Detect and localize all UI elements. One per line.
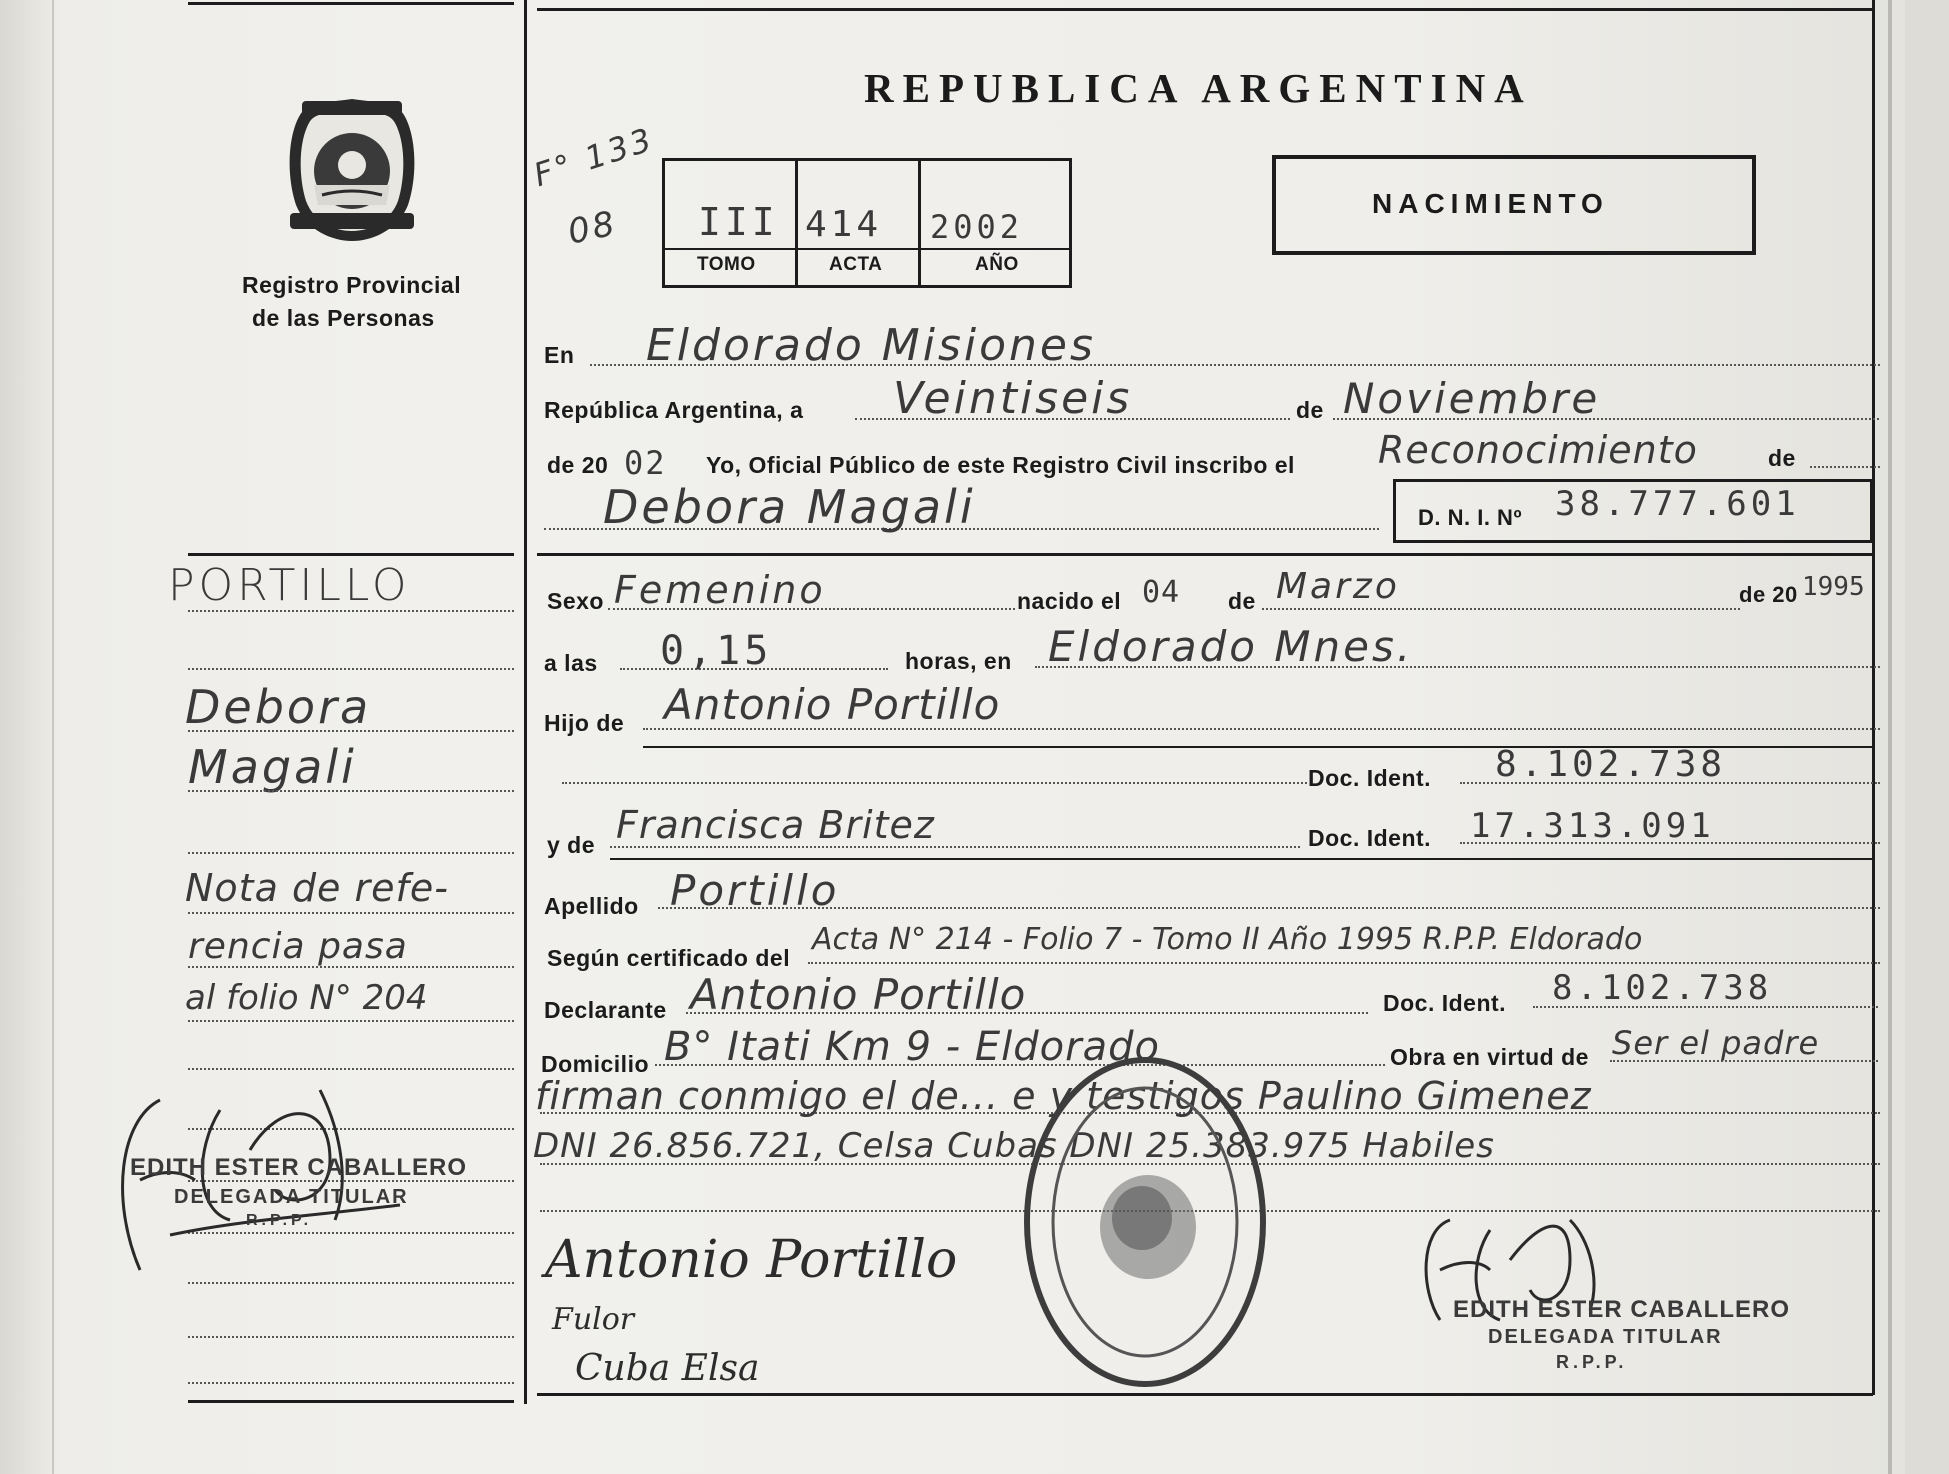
birth-year-label: de 20 — [1739, 582, 1798, 607]
father-signature: Antonio Portillo — [545, 1230, 958, 1290]
obra-value: Ser el padre — [1612, 1024, 1820, 1062]
stamp-title-right: DELEGADA TITULAR — [1488, 1326, 1723, 1348]
margin-line-1 — [188, 610, 514, 612]
witness-signature-1: Fulor — [552, 1302, 635, 1337]
father-doc: 8.102.738 — [1495, 744, 1727, 785]
ano-label: AÑO — [975, 254, 1019, 275]
margin-line-13 — [188, 1282, 514, 1284]
segun-label: Según certificado del — [547, 945, 791, 971]
stamp-name-right: EDITH ESTER CABALLERO — [1453, 1296, 1791, 1323]
margin-line-4 — [188, 790, 514, 792]
person-name: Debora Magali — [603, 480, 976, 534]
margin-name-1: Debora — [185, 680, 372, 734]
declarante-label: Declarante — [544, 997, 667, 1023]
place-value: Eldorado Misiones — [646, 320, 1096, 371]
top-rule-right — [537, 8, 1873, 11]
margin-line-15 — [188, 1382, 514, 1384]
margin-line-7 — [188, 966, 514, 968]
stamp-name-left: EDITH ESTER CABALLERO — [130, 1154, 468, 1181]
margin-line-3 — [188, 730, 514, 732]
margin-line-8 — [188, 1020, 514, 1022]
father-doc-prefix-line — [562, 782, 1307, 784]
obra-label: Obra en virtud de — [1390, 1044, 1589, 1070]
republica-label: República Argentina, a — [544, 397, 804, 423]
tomo-label: TOMO — [697, 254, 756, 275]
bottom-rule-right — [537, 1393, 1873, 1396]
margin-note-1: Nota de refe- — [185, 866, 449, 910]
document-country-title: REPUBLICA ARGENTINA — [864, 65, 1533, 111]
sexo-value: Femenino — [614, 568, 826, 612]
birth-month-line — [1262, 608, 1740, 610]
text-line-2-value: DNI 26.856.721, Celsa Cubas DNI 25.383.975 Habiles — [533, 1126, 1495, 1166]
month-value: Noviembre — [1343, 374, 1601, 423]
margin-line-14 — [188, 1336, 514, 1338]
stamp-org-left: R.P.P. — [246, 1212, 313, 1229]
year-prefix: de 20 — [547, 452, 609, 478]
day-value: Veintiseis — [893, 373, 1133, 424]
apellido-label: Apellido — [544, 893, 639, 919]
dni-label: D. N. I. Nº — [1418, 505, 1522, 530]
horas-label: horas, en — [905, 648, 1012, 674]
domicilio-value: B° Itati Km 9 - Eldorado — [664, 1024, 1160, 1070]
margin-line-6 — [188, 912, 514, 914]
birth-year: 1995 — [1802, 572, 1865, 602]
month-de-label: de — [1296, 397, 1324, 423]
mother-underline — [610, 858, 1873, 860]
registry-name-line1: Registro Provincial — [242, 272, 462, 298]
misiones-seal-icon — [282, 95, 422, 245]
birth-month: Marzo — [1276, 566, 1400, 607]
father-doc-label: Doc. Ident. — [1308, 765, 1432, 791]
mother-name: Francisca Britez — [616, 803, 935, 847]
folio-note: F° 133 — [529, 119, 659, 195]
margin-surname: PORTILLO — [168, 560, 411, 611]
right-border — [1872, 0, 1875, 1395]
margin-header-rule — [188, 553, 514, 556]
dni-value: 38.777.601 — [1555, 484, 1800, 524]
father-name: Antonio Portillo — [664, 680, 1001, 729]
alas-label: a las — [544, 650, 598, 676]
stamp-org-right: R.P.P. — [1556, 1352, 1628, 1372]
domicilio-label: Domicilio — [541, 1051, 650, 1077]
segun-value: Acta N° 214 - Folio 7 - Tomo II Año 1995 R.P.P. Eldorado — [812, 922, 1643, 957]
margin-note-2: rencia pasa — [188, 926, 408, 967]
year-suffix: 02 — [624, 444, 667, 482]
acta-value: 414 — [805, 204, 883, 245]
official-round-stamp-icon — [1020, 1052, 1270, 1392]
mother-label: y de — [547, 832, 596, 858]
ano-value: 2002 — [930, 208, 1024, 246]
declarante-value: Antonio Portillo — [690, 970, 1027, 1019]
margin-mark: 08 — [564, 203, 621, 253]
text-line-1-value: firman conmigo el de... e y testigos Paulino Gimenez — [535, 1074, 1592, 1118]
column-divider — [524, 0, 527, 1404]
margin-note-3: al folio N° 204 — [185, 978, 428, 1018]
en-label: En — [544, 342, 575, 368]
nacido-label: nacido el — [1017, 588, 1122, 614]
inscribo-value: Reconocimiento — [1378, 428, 1698, 472]
page-left-edge — [52, 0, 54, 1474]
page-right-edge — [1888, 0, 1892, 1474]
registry-name-line2: de las Personas — [252, 305, 435, 331]
acta-label: ACTA — [829, 254, 883, 275]
hour-value: 0,15 — [660, 628, 773, 674]
reference-divider-2 — [918, 158, 921, 285]
segun-line — [808, 962, 1880, 964]
witness-signature-2: Cuba Elsa — [575, 1348, 760, 1389]
margin-name-2: Magali — [188, 740, 357, 794]
margin-line-9 — [188, 1068, 514, 1070]
reference-label-rule — [662, 248, 1069, 250]
inscribo-de-label: de — [1768, 445, 1796, 471]
declarante-doc: 8.102.738 — [1552, 968, 1773, 1008]
page-background-strip — [1905, 0, 1949, 1474]
tomo-value: III — [698, 200, 779, 244]
margin-line-5 — [188, 852, 514, 854]
sexo-label: Sexo — [547, 588, 604, 614]
form-section-rule — [537, 553, 1873, 556]
birth-month-de-label: de — [1228, 588, 1256, 614]
margin-line-2 — [188, 668, 514, 670]
apellido-value: Portillo — [670, 866, 840, 915]
mother-doc: 17.313.091 — [1470, 806, 1715, 846]
apellido-line — [658, 907, 1880, 909]
official-text: Yo, Oficial Público de este Registro Civil inscribo el — [706, 452, 1295, 478]
mother-doc-label: Doc. Ident. — [1308, 825, 1432, 851]
declarante-doc-label: Doc. Ident. — [1383, 990, 1507, 1016]
top-rule-left — [188, 2, 514, 5]
document-type: NACIMIENTO — [1372, 188, 1609, 219]
stamp-title-left: DELEGADA TITULAR — [174, 1186, 409, 1208]
hijo-label: Hijo de — [544, 710, 625, 736]
birth-place: Eldorado Mnes. — [1048, 622, 1414, 671]
birth-day: 04 — [1142, 575, 1181, 610]
inscribo-line — [1810, 466, 1880, 468]
reference-divider-1 — [795, 158, 798, 285]
bottom-rule-left — [188, 1400, 514, 1403]
